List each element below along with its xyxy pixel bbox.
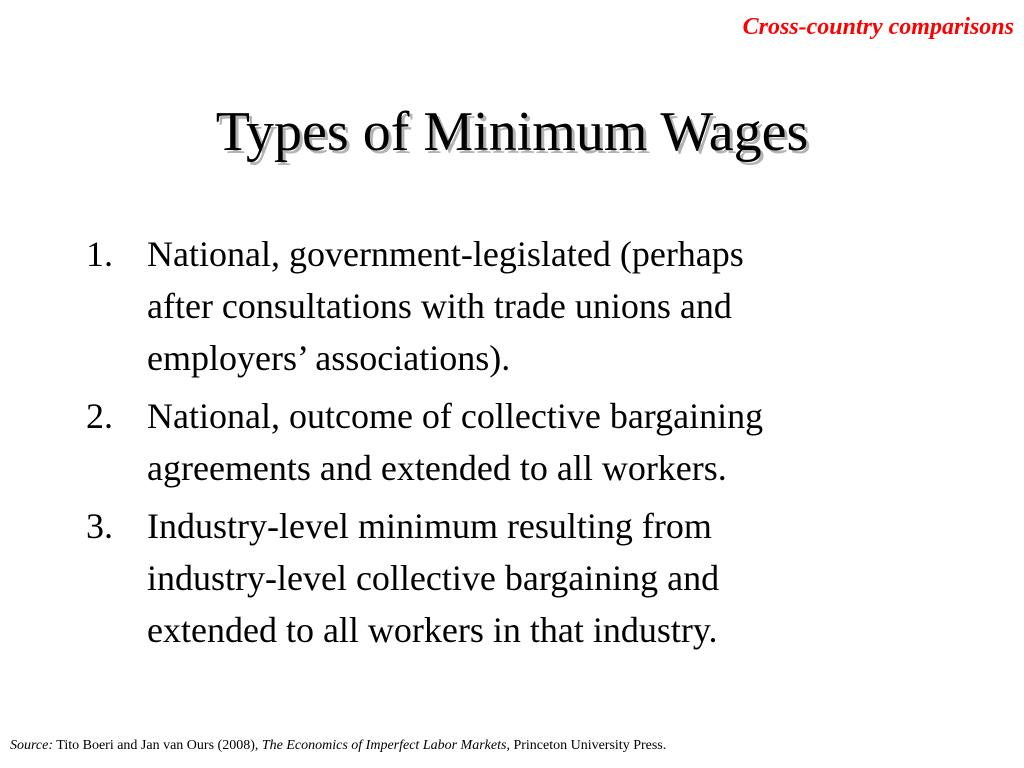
item-number: 3. bbox=[86, 506, 113, 546]
list-item-1 bbox=[86, 228, 986, 384]
slide-title: Types of Minimum Wages bbox=[215, 101, 809, 163]
source-authors: Tito Boeri and Jan van Ours (2008), bbox=[53, 738, 262, 753]
item-text bbox=[147, 390, 986, 494]
item-line: industry-level collective bargaining and bbox=[147, 558, 720, 598]
item-line: National, government-legislated (perhaps bbox=[147, 234, 744, 274]
list-item-2 bbox=[86, 390, 986, 494]
item-number: 2. bbox=[86, 396, 113, 436]
item-text bbox=[147, 228, 986, 384]
source-citation bbox=[10, 738, 666, 754]
item-text bbox=[147, 500, 986, 656]
item-line: extended to all workers in that industry. bbox=[147, 610, 718, 650]
item-line: after consultations with trade unions and bbox=[147, 286, 732, 326]
source-book-title: The Economics of Imperfect Labor Markets bbox=[261, 738, 507, 753]
item-list bbox=[86, 228, 986, 662]
item-number: 1. bbox=[86, 234, 113, 274]
item-line: National, outcome of collective bargaining bbox=[147, 396, 764, 436]
source-label: Source: bbox=[10, 738, 54, 753]
source-publisher: , Princeton University Press. bbox=[506, 738, 667, 753]
list-item-3 bbox=[86, 500, 986, 656]
item-line: Industry-level minimum resulting from bbox=[147, 506, 712, 546]
section-tag: Cross-country comparisons bbox=[742, 14, 1014, 40]
item-line: employers’ associations). bbox=[147, 338, 511, 378]
item-line: agreements and extended to all workers. bbox=[147, 448, 727, 488]
